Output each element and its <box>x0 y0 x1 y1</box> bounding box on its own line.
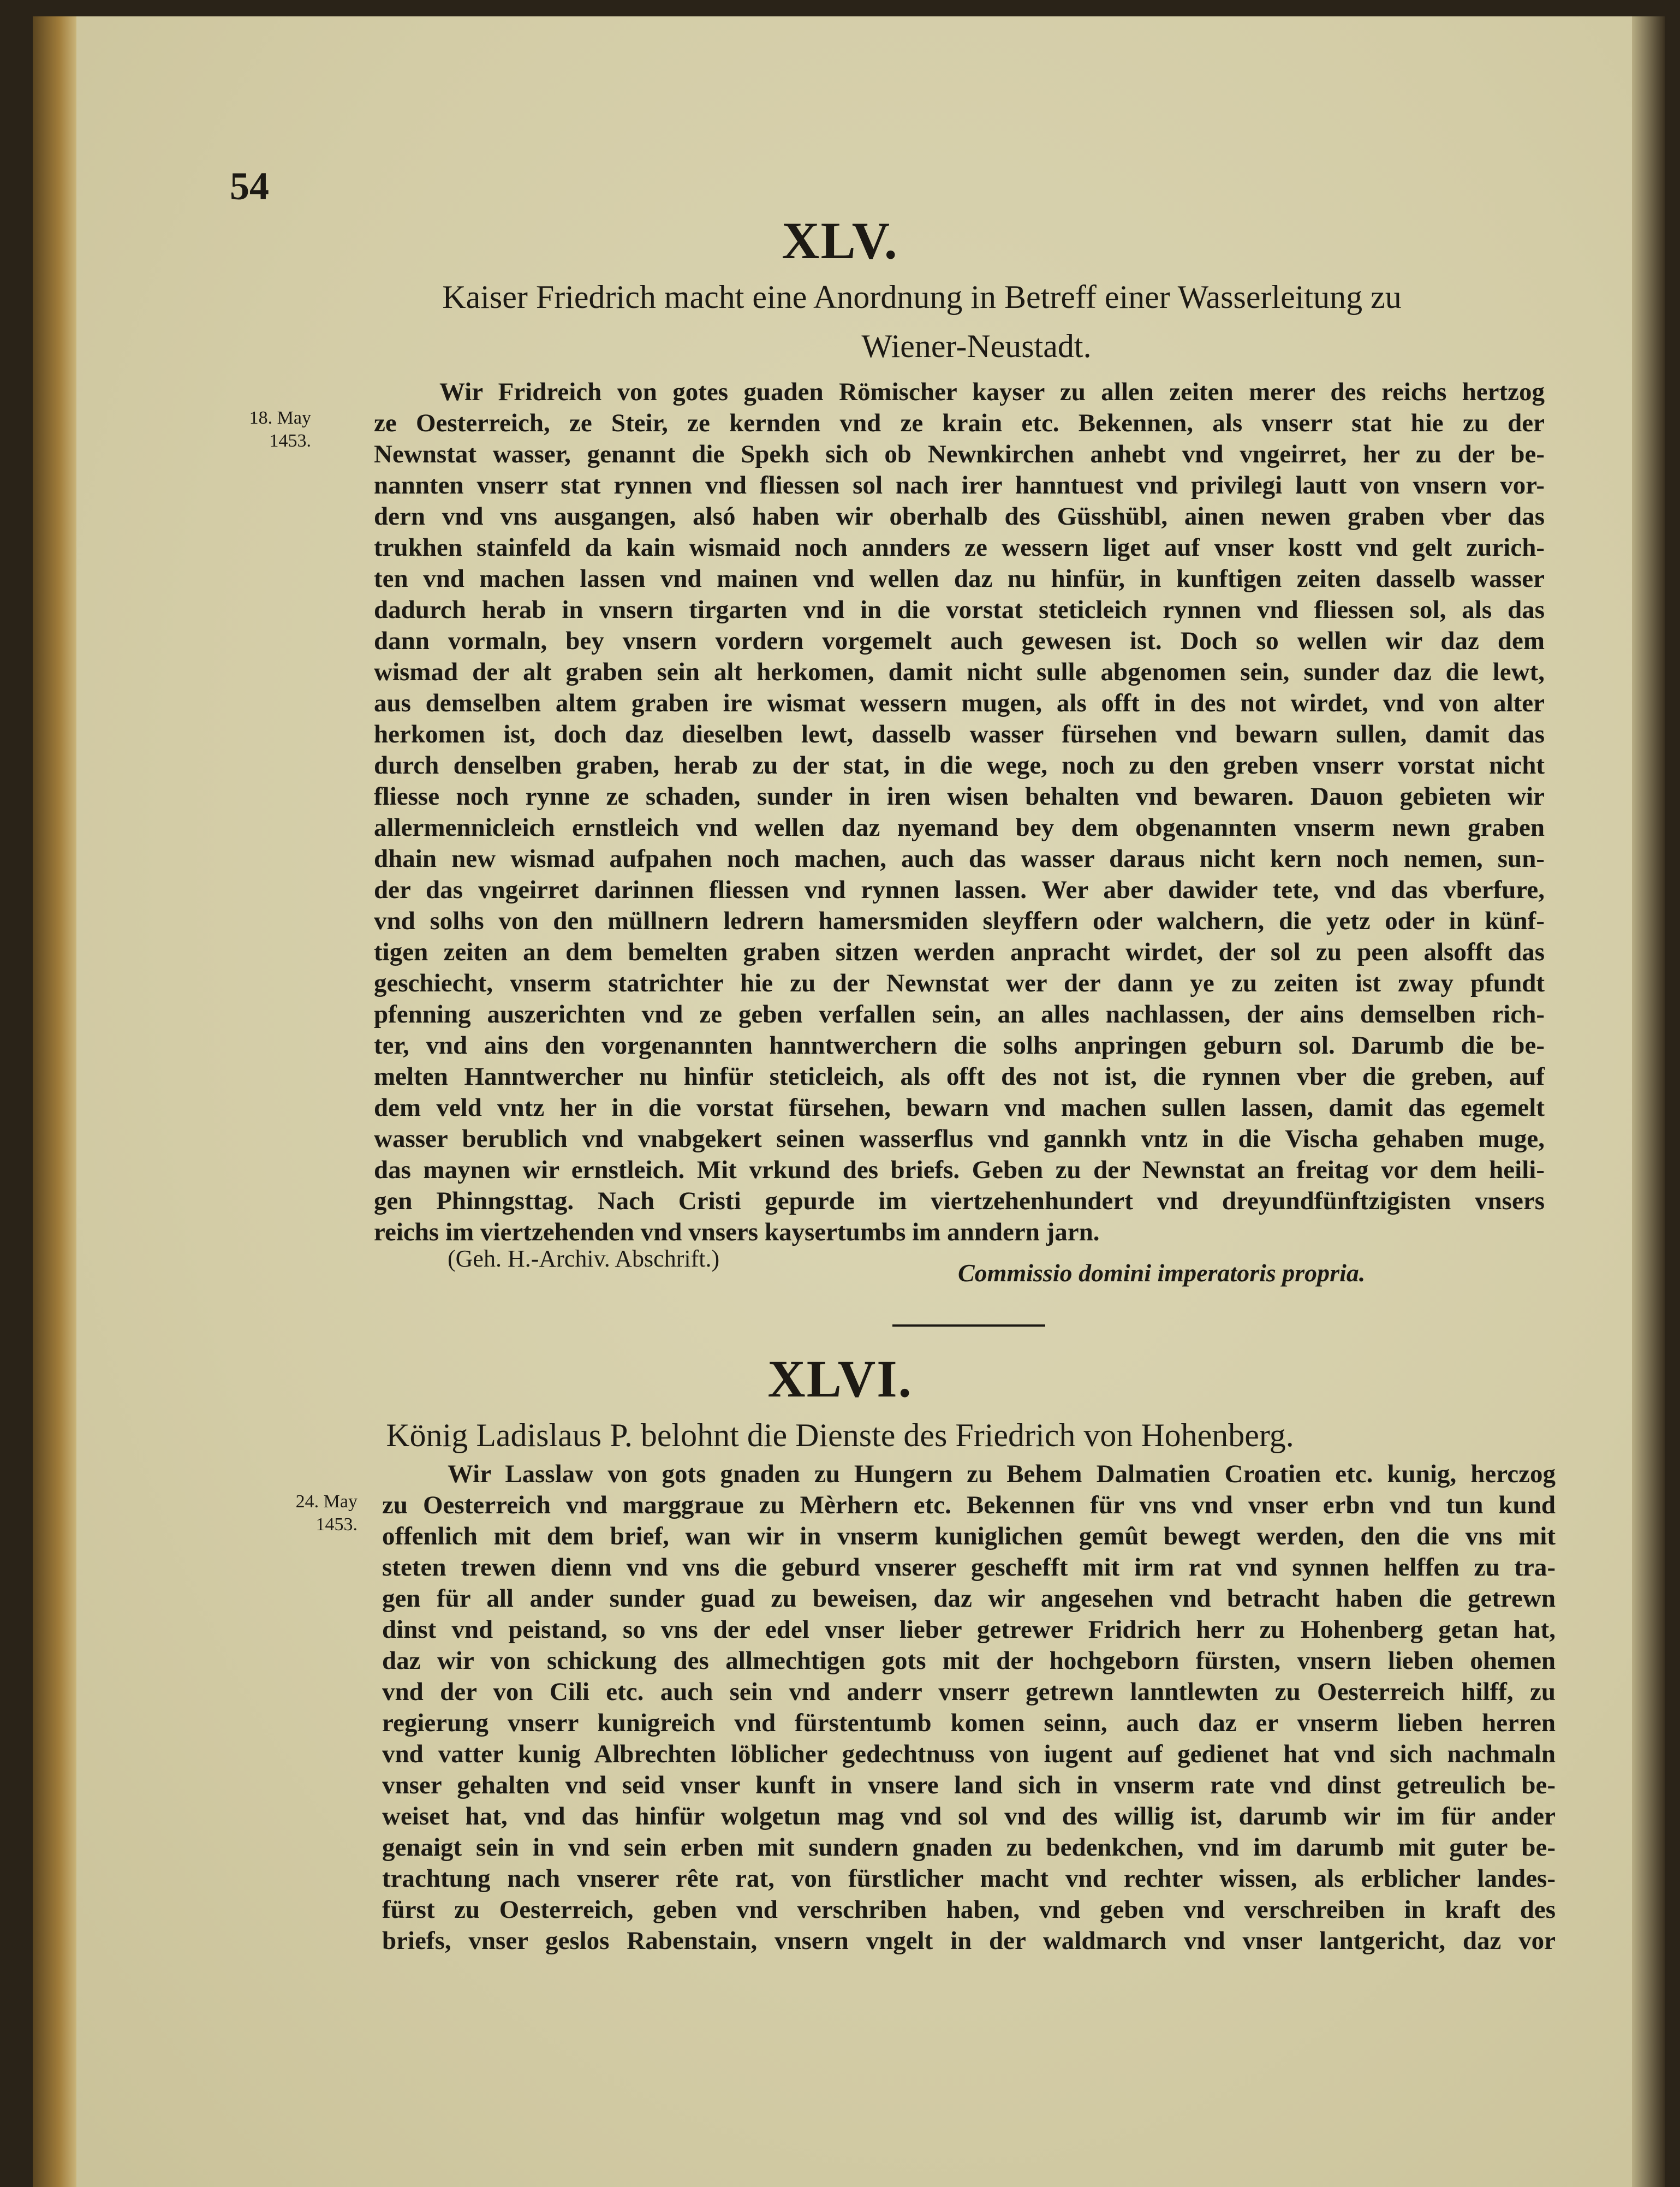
text-line: allermennicleich ernstleich vnd wellen daz nyemand bey dem obgenannten vnserm newn graben <box>374 813 1545 842</box>
text-line: fürst zu Oesterreich, geben vnd verschriben haben, vnd geben vnd verschreiben in kraft des <box>382 1895 1556 1924</box>
text-line: reichs im viertzehenden vnd vnsers kaysertumbs im anndern jarn. <box>374 1218 1100 1246</box>
text-line: dann vormaln, bey vnsern vordern vorgemelt auch gewesen ist. Doch so wellen wir daz dem <box>374 627 1545 655</box>
text-line: aus demselben altem graben ire wismat wessern mugen, als offt in des not wirdet, vnd von alter <box>374 689 1545 717</box>
margin-date <box>229 407 311 453</box>
text-line: dern vnd vns ausgangen, alsó haben wir oberhalb des Güsshübl, ainen newen graben vber das <box>374 502 1545 531</box>
text-line: vnser gehalten vnd seid vnser kunft in vnsere land sich in vnserm rate vnd dinst getreulich be- <box>382 1771 1556 1799</box>
text-line: ze Oesterreich, ze Steir, ze kernden vnd ze krain etc. Bekennen, als vnserr stat hie zu der <box>374 409 1545 437</box>
source-note: (Geh. H.-Archiv. Abschrift.) <box>448 1245 720 1272</box>
text-line: vnd der von Cili etc. auch sein vnd anderr vnserr getrewn lanntlewten zu Oesterreich hilff, zu <box>382 1678 1556 1706</box>
text-line: durch denselben graben, herab zu der stat, in die wege, noch zu den greben vnserr vorstat nicht <box>374 751 1545 780</box>
date-day: 18. May <box>249 408 311 428</box>
document-body <box>382 1459 1556 1957</box>
date-year: 1453. <box>315 1514 358 1535</box>
text-line: wismad der alt graben sein alt herkomen, damit nicht sulle abgenomen sein, sunder daz die lewt, <box>374 658 1545 686</box>
text-line: Wir Lasslaw von gots gnaden zu Hungern zu Behem Dalmatien Croatien etc. kunig, herczog <box>448 1460 1556 1488</box>
text-line: herkomen ist, doch daz dieselben lewt, dasselb wasser fürsehen vnd bewarn sullen, damit das <box>374 720 1545 748</box>
text-line: ten vnd machen lassen vnd mainen vnd wellen daz nu hinfür, in kunftigen zeiten dasselb wasser <box>374 564 1545 593</box>
document-title: König Ladislaus P. belohnt die Dienste des Friedrich von Hohenberg. <box>386 1417 1294 1453</box>
text-line: trukhen stainfeld da kain wismaid noch annders ze wessern liget auf vnser kostt vnd gelt zurich- <box>374 533 1545 562</box>
text-line: offenlich mit dem brief, wan wir in vnserm kuniglichen gemût bewegt werden, den die vns mit <box>382 1522 1556 1550</box>
document-number: XLVI. <box>767 1350 913 1408</box>
date-year: 1453. <box>269 431 311 451</box>
document-title-cont: Wiener-Neustadt. <box>861 328 1092 364</box>
text-line: wasser berublich vnd vnabgekert seinen wasserflus vnd gannkh vntz in die Vischa gehaben muge, <box>374 1125 1545 1153</box>
text-line: gen Phinngsttag. Nach Cristi gepurde im viertzehenhundert vnd dreyundfünftzigisten vnsers <box>374 1187 1545 1215</box>
date-day: 24. May <box>295 1491 358 1512</box>
text-line: dhain new wismad aufpahen noch machen, auch das wasser daraus nicht kern noch nemen, sun- <box>374 845 1545 873</box>
document-body <box>374 377 1545 1248</box>
text-line: melten Hanntwercher nu hinfür steticleich, als offt des not ist, die rynnen vber die greben, auf <box>374 1062 1545 1091</box>
document-number: XLV. <box>782 211 898 270</box>
text-line: daz wir von schickung des allmechtigen gots mit der hochgeborn fürsten, vnsern lieben ohemen <box>382 1647 1556 1675</box>
subscription: Commissio domini imperatoris propria. <box>958 1259 1366 1287</box>
text-line: nannten vnserr stat rynnen vnd fliessen sol nach irer hanntuest vnd privilegi lautt von vnsern vor- <box>374 471 1545 500</box>
page-number: 54 <box>230 164 269 208</box>
text-line: dadurch herab in vnsern tirgarten vnd in die vorstat steticleich rynnen vnd fliessen sol, als das <box>374 596 1545 624</box>
document-title: Kaiser Friedrich macht eine Anordnung in Betreff einer Wasserleitung zu <box>442 279 1402 315</box>
text-line: der das vngeirret darinnen fliessen vnd rynnen lassen. Wer aber dawider tete, vnd das vberfure, <box>374 876 1545 904</box>
text-line: gen für all ander sunder guad zu beweisen, daz wir angesehen vnd betracht haben die getrewn <box>382 1584 1556 1613</box>
text-line: trachtung nach vnserer rête rat, von fürstlicher macht vnd rechter wissen, als erblicher landes- <box>382 1864 1556 1893</box>
text-line: briefs, vnser geslos Rabenstain, vnsern vngelt in der waldmarch vnd vnser lantgericht, daz vor <box>382 1927 1556 1955</box>
text-line: dem veld vntz her in die vorstat fürsehen, bewarn vnd machen sullen lassen, damit das egemelt <box>374 1094 1545 1122</box>
margin-date <box>276 1490 358 1536</box>
text-line: steten trewen dienn vnd vns die geburd vnserer geschefft mit irm rat vnd synnen helffen zu tra- <box>382 1553 1556 1582</box>
text-line: fliesse noch rynne ze schaden, sunder in iren wisen behalten vnd bewaren. Dauon gebieten wir <box>374 782 1545 811</box>
text-line: Newnstat wasser, genannt die Spekh sich ob Newnkirchen anhebt vnd vngeirret, her zu der be- <box>374 440 1545 468</box>
text-line: zu Oesterreich vnd marggraue zu Mèrhern etc. Bekennen für vns vnd vnser erbn vnd tun kund <box>382 1491 1556 1519</box>
text-line: weiset hat, vnd das hinfür wolgetun mag vnd sol vnd des willig ist, darumb wir im für ander <box>382 1802 1556 1831</box>
section-divider <box>892 1324 1045 1327</box>
text-line: das maynen wir ernstleich. Mit vrkund des briefs. Geben zu der Newnstat an freitag vor dem heili- <box>374 1156 1545 1184</box>
text-line: tigen zeiten an dem bemelten graben sitzen werden anpracht wirdet, der sol zu peen alsofft das <box>374 938 1545 966</box>
text-line: ter, vnd ains den vorgenannten hanntwerchern die solhs anpringen geburn sol. Darumb die be- <box>374 1031 1545 1060</box>
text-line: regierung vnserr kunigreich vnd fürstentumb komen seinn, auch daz er vnserm lieben herren <box>382 1709 1556 1737</box>
text-line: dinst vnd peistand, so vns der edel vnser lieber getrewer Fridrich herr zu Hohenberg getan hat, <box>382 1615 1556 1644</box>
text-line: Wir Fridreich von gotes guaden Römischer kayser zu allen zeiten merer des reichs hertzog <box>439 378 1545 406</box>
text-line: vnd vatter kunig Albrechten löblicher gedechtnuss von iugent auf gedienet hat vnd sich nachmaln <box>382 1740 1556 1768</box>
text-line: genaigt sein in vnd sein erben mit sundern gnaden zu bedenkchen, vnd im darumb mit guter be- <box>382 1833 1556 1862</box>
text-line: vnd solhs von den müllnern ledrern hamersmiden sleyffern oder walchern, die yetz oder in künf- <box>374 907 1545 935</box>
book-spine-edge <box>33 16 76 2187</box>
text-line: geschiecht, vnserm statrichter hie zu der Newnstat wer der dann ye zu zeiten ist zway pfundt <box>374 969 1545 997</box>
text-line: pfenning auszerichten vnd ze geben verfallen sein, an alles nachlassen, der ains demselben rich- <box>374 1000 1545 1029</box>
